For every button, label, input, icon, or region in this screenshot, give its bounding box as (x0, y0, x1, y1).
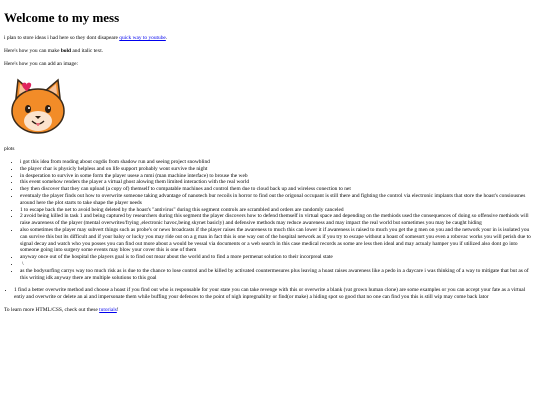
intro-paragraph (4, 35, 536, 42)
plots-label: plots (4, 146, 15, 152)
outer-list (4, 287, 536, 301)
pipe-text: \ (22, 260, 24, 267)
list-item: • 2 avoid being killed in task 1 and being captured by researchers during this segment the player discovers how to defend themself in virtual space and depending on the methiods used the consequences of doing so offensive methiods will raise awareness of the player (mental overwrites/frying ,electronic havoc,being skynet basicly) and defensive methods may reduce awareness and may impact the real world but sometimes you may be caught hiding (20, 213, 536, 227)
list-item: • they then discover that they can upload (a copy of) themself to compatable machines and control them due to cloud back up and wireless conection to net (20, 186, 536, 193)
image-paragraph: Here's how you can add an image: (4, 61, 79, 67)
list-item: • in desperation to survive in some form the player usese a mmi (man machine interface) to brouse the web (20, 173, 536, 180)
footer-suffix: ! (116, 306, 119, 313)
page-title: Welcome to my mess (4, 10, 120, 25)
footer-paragraph (4, 307, 536, 314)
list-item: • anyway once out of the hospital the players goal is to find out moar about the world and to find a more permenat solution to their incorpreal state (20, 254, 536, 261)
footer-prefix: To learn more HTML/CSS, check out these (4, 306, 100, 313)
list-item (20, 261, 536, 268)
tutorials-link[interactable]: tutorials (99, 306, 117, 313)
list-item: • 1 to escape back the net to avoid being deleted by the hoast's "antivirus" during this segment controls are scrambled and orders are randomly canceled (20, 207, 536, 214)
list-item: • this event somehow renders the player a virtual ghost alowing them limited interaction with the real world (20, 179, 536, 186)
bold-prefix: Here's how you can make (4, 48, 61, 54)
cat-face-icon (6, 74, 70, 138)
bold-suffix: and italic text. (71, 48, 104, 54)
intro-end: . (165, 35, 168, 41)
plots-list (4, 159, 536, 281)
list-item: • 1 find a better overwrite method and choose a hoast if you find out who is responsable for your state you can take revenge with this or overwrite a blank (vat grown human clone) are some examples or you can accept your fate as a virtual entiy and overwrite or delete an ai and impersonate them while buffing your defences to the point of nigh inpregnabilty or find(or make) a hiding spot so good that no one can find you this is still wip may come back lator (14, 287, 536, 301)
list-item: • i got this idea from reading about cogdis from shadow run and seeing project snowblind (20, 159, 536, 166)
intro-text: i plan to store ideas i had here so they dont disapeare (4, 35, 120, 41)
list-item: • also sometimes the player may subvert things such as probe's or news broadcasts if the player raises the awareness to much this can lower it if awareness is raised to much you get the g men on you and the network your in is isolated you can survive this but its difficult and if your balsy or lucky you may ride out on a g man in fact this is one way out of the hospital network as if you try to escape without a hoast of somesort you even a robovac works you will perish due to signal decay and watch who you posses you can find out more about a would be vessal via documents or a web search in this case medical records as some are less then ideal and may actualy hamper you if utilized also dont go into someone going into surgery some events may blow your cover this is one of them (20, 227, 536, 254)
bold-word: bold (60, 48, 72, 54)
list-item: • the player char is physicly helpless and on life support probably wont survive the night (20, 166, 536, 173)
list-item: • eventualy the player finds out how to overwrite someone taking advantage of nanotech bur recoils in horror to find out the origonal occupant is still there and fighting the control via electronic implants that store the hoast's consiousnes around here the plot starts to take shape the player needs (20, 193, 536, 207)
bold-paragraph (4, 48, 536, 55)
list-item: • as the bodysurfing carrys way too much risk as is due to the chance to lose control and be killed by activated countermesures plus leaving a hoast raises awareness like a pedo in a daycare i was thinking of a way to mitigate that but as of this writing idk anyway there are multiple solutions to this goal (20, 268, 536, 282)
youtube-link[interactable]: quick way to youtube (119, 35, 166, 41)
